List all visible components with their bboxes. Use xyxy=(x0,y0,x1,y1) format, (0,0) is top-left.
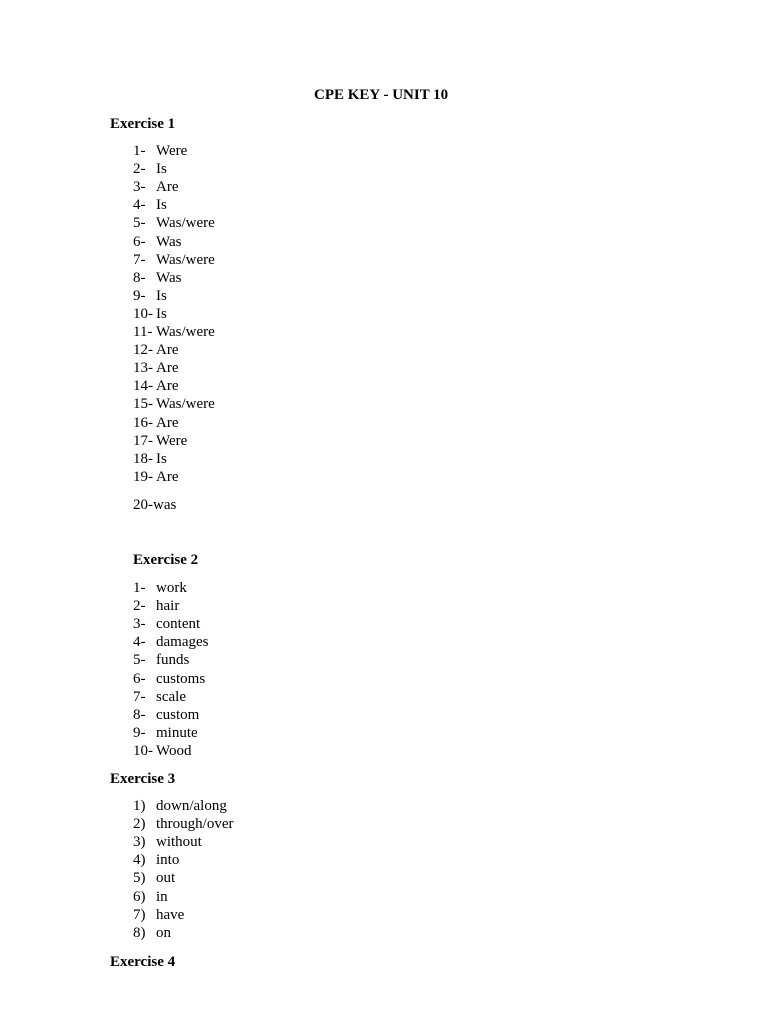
item-answer: into xyxy=(156,852,180,869)
page-title: CPE KEY - UNIT 10 xyxy=(314,87,449,103)
item-answer: Were xyxy=(156,143,188,159)
item-answer: work xyxy=(156,580,187,596)
item-number: 4- xyxy=(133,197,146,214)
item-number: 18- xyxy=(133,450,153,467)
item-number: 5) xyxy=(133,870,146,887)
item-answer: Was/were xyxy=(156,324,215,340)
item-number: 7- xyxy=(133,251,146,268)
item-answer: Are xyxy=(156,414,179,431)
item-number: 7) xyxy=(133,906,146,923)
item-number: 6- xyxy=(133,670,146,687)
item-answer: minute xyxy=(156,724,198,741)
item-answer: custom xyxy=(156,706,200,723)
item-number: 1- xyxy=(133,580,146,596)
item-number: 2) xyxy=(133,816,146,833)
item-number: 3) xyxy=(133,834,146,851)
item-answer: Is xyxy=(156,197,167,214)
item-answer: Is xyxy=(156,161,167,178)
item-number: 5- xyxy=(133,215,146,232)
item-number: 8) xyxy=(133,924,146,941)
item-answer: Is xyxy=(156,305,167,322)
item-answer: on xyxy=(156,924,171,941)
item-answer: out xyxy=(156,870,176,887)
exercise-1-last-item: 20-was xyxy=(133,497,177,513)
item-answer: Are xyxy=(156,360,179,377)
exercise-4-heading: Exercise 4 xyxy=(110,954,176,970)
item-answer: damages xyxy=(156,634,209,651)
item-answer: funds xyxy=(156,652,190,669)
item-number: 6- xyxy=(133,233,146,250)
item-answer: Are xyxy=(156,378,179,395)
item-number: 13- xyxy=(133,360,153,377)
item-answer: Is xyxy=(156,287,167,304)
item-answer: Are xyxy=(156,179,179,196)
item-number: 8- xyxy=(133,269,146,286)
item-number: 5- xyxy=(133,652,146,669)
item-answer: hair xyxy=(156,598,180,615)
item-number: 10- xyxy=(133,742,153,759)
item-number: 10- xyxy=(133,305,153,322)
item-number: 2- xyxy=(133,161,146,178)
item-answer: down/along xyxy=(156,798,227,814)
item-number: 6) xyxy=(133,888,146,905)
item-number: 19- xyxy=(133,468,153,485)
item-answer: through/over xyxy=(156,816,234,833)
item-answer: Is xyxy=(156,450,167,467)
item-number: 9- xyxy=(133,287,146,304)
item-number: 17- xyxy=(133,432,153,449)
item-number: 7- xyxy=(133,688,146,705)
item-answer: customs xyxy=(156,670,206,687)
item-answer: Are xyxy=(156,468,179,485)
item-number: 9- xyxy=(133,724,146,741)
item-answer: Were xyxy=(156,432,188,449)
item-answer: Wood xyxy=(156,742,192,759)
item-answer: in xyxy=(156,888,168,905)
item-answer: Was xyxy=(156,233,182,250)
item-answer: have xyxy=(156,906,185,923)
item-number: 12- xyxy=(133,342,153,359)
item-number: 2- xyxy=(133,598,146,615)
item-number: 14- xyxy=(133,378,153,395)
item-answer: Was/were xyxy=(156,396,215,413)
exercise-2-heading: Exercise 2 xyxy=(133,552,199,568)
item-answer: Was/were xyxy=(156,215,215,232)
item-number: 1) xyxy=(133,798,146,814)
item-number: 3- xyxy=(133,616,146,633)
item-answer: Was xyxy=(156,269,182,286)
item-number: 11- xyxy=(133,324,153,340)
item-answer: scale xyxy=(156,688,186,705)
item-number: 4) xyxy=(133,852,146,869)
item-number: 4- xyxy=(133,634,146,651)
item-number: 8- xyxy=(133,706,146,723)
item-number: 3- xyxy=(133,179,146,196)
exercise-1-heading: Exercise 1 xyxy=(110,116,176,132)
item-number: 16- xyxy=(133,414,153,431)
item-answer: Are xyxy=(156,342,179,359)
item-answer: without xyxy=(156,834,202,851)
item-number: 1- xyxy=(133,143,146,159)
item-number: 15- xyxy=(133,396,153,413)
item-answer: content xyxy=(156,616,201,633)
exercise-3-heading: Exercise 3 xyxy=(110,771,176,787)
item-answer: Was/were xyxy=(156,251,215,268)
